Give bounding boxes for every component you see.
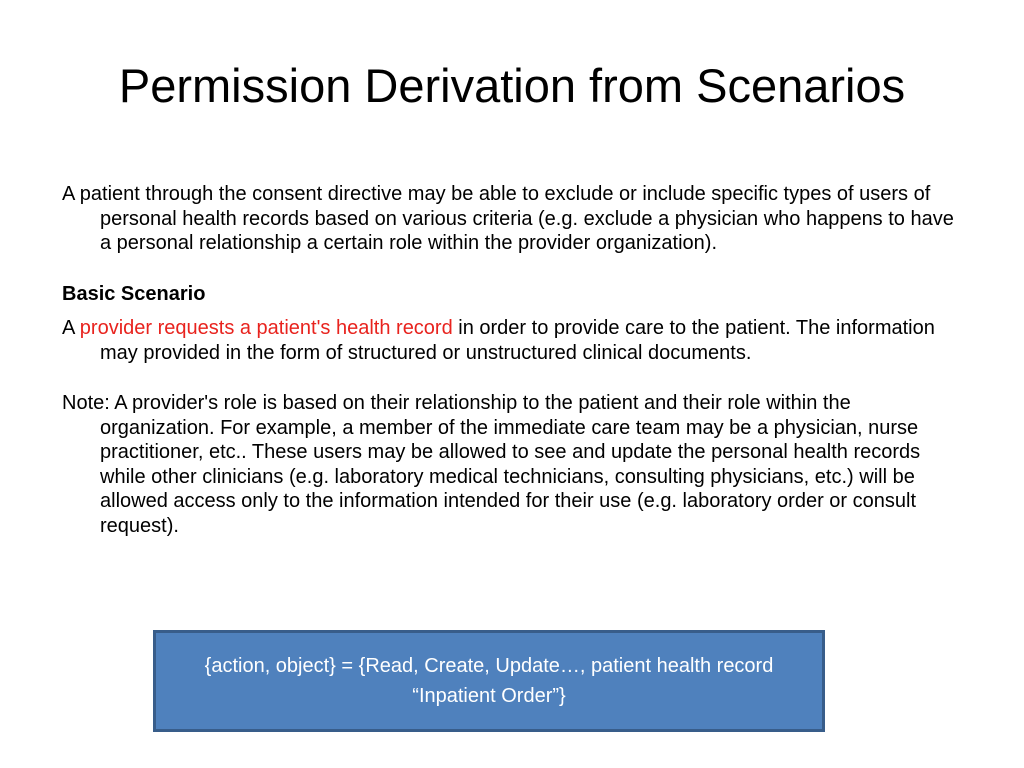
basic-scenario-rest: in order to provide care to the patient. The information may provided in the form of structured or unstructured clinical documents. [100, 317, 935, 364]
spacer [62, 365, 962, 391]
basic-scenario-highlight: provider requests a patient's health record [79, 317, 453, 339]
spacer [62, 256, 962, 282]
basic-scenario-heading: Basic Scenario [62, 282, 206, 305]
slide-body [62, 182, 962, 538]
slide-title: Permission Derivation from Scenarios [118, 59, 906, 112]
callout-box [153, 630, 825, 732]
callout-text: {action, object} = {Read, Create, Update…, patient health record “Inpatient Order”} [204, 655, 774, 707]
basic-scenario-prefix: A [62, 317, 80, 339]
intro-paragraph: A patient through the consent directive may be able to exclude or include specific types of users of personal health records based on various criteria (e.g. exclude a physician who happens to have a personal relationship a certain role within the provider organization). [62, 183, 954, 254]
basic-scenario-paragraph [62, 316, 962, 365]
note-paragraph: Note: A provider's role is based on their relationship to the patient and their role within the organization. For example, a member of the immediate care team may be a physician, nurse practitioner, etc.. These users may be allowed to see and update the personal health records while other clinicians (e.g. laboratory medical technicians, consulting physicians, etc.) will be allowed access only to the information intended for their use (e.g. laboratory order or consult request). [62, 392, 921, 537]
spacer [62, 306, 962, 316]
